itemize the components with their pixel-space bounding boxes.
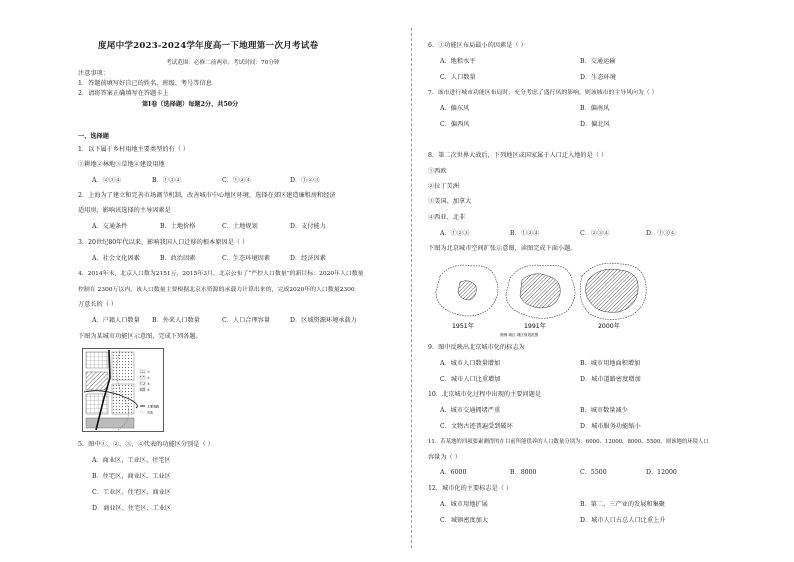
q8-item-2: ②拉丁美洲 xyxy=(428,183,459,190)
exam-scope: 考试范围：必修二前两章；考试时间：70分钟 xyxy=(166,60,280,66)
q2-option-c[interactable]: C．土地规划 xyxy=(222,223,258,230)
q2-option-b[interactable]: B．土地价格 xyxy=(160,223,196,230)
section-heading: 一、选择题 xyxy=(78,133,109,140)
q4-option-c[interactable]: C．人口合理容量 xyxy=(222,317,271,324)
q12-stem: 12．城市化的主要标志是（ ） xyxy=(428,485,513,492)
q6-option-c[interactable]: C．人口数量 xyxy=(440,74,476,81)
q1-stem: 1．以下属于乡村用地主要类型的有（ ） xyxy=(78,146,190,153)
q3-option-c[interactable]: C．生态环境因素 xyxy=(222,255,271,262)
q3-option-d[interactable]: D．经济因素 xyxy=(290,255,326,262)
notes-heading: 注意事项： xyxy=(78,70,109,77)
q10-option-d[interactable]: D．城市服务功能缩小 xyxy=(580,423,641,430)
q11-option-b[interactable]: B．8000 xyxy=(510,469,537,476)
exam-title: 度尾中学2023-2024学年度高一下地理第一次月考试卷 xyxy=(98,41,319,51)
q4-line-1: 4．2014年末，北京人口数为2151万，2015年3月，北京公布了“严控人口数量”的新目标：2020年人口数量 xyxy=(78,271,364,277)
q12-option-a[interactable]: A．城市用地扩展 xyxy=(440,501,488,508)
map2-intro: 下图为北京城市空间扩张示意图，读图完成下面小题。 xyxy=(428,245,577,252)
volume-heading: 第Ⅰ卷（选择题）每题2分，共50分 xyxy=(142,101,239,108)
note-1: 1．答题前填写好自己的姓名、班级、考号等信息 xyxy=(78,80,212,87)
q9-stem: 9．图中反映出北京城市化的标志为 xyxy=(428,344,525,351)
q12-option-b[interactable]: B．第二、三产业的发展和集聚 xyxy=(580,501,665,508)
column-divider xyxy=(411,28,412,548)
q1-option-b[interactable]: B．①③④ xyxy=(152,177,182,184)
q5-option-b[interactable]: B．住宅区、商业区、工业区 xyxy=(92,473,171,480)
q4-option-b[interactable]: B．外来人口数量 xyxy=(152,317,200,324)
q5-option-c[interactable]: C．工业区、住宅区、商业区 xyxy=(92,489,171,496)
q6-option-a[interactable]: A．地租水平 xyxy=(440,58,476,65)
q10-option-c[interactable]: C．文物古迹普遍受到破坏 xyxy=(440,423,513,430)
map1-legend-river: 河流 xyxy=(147,410,154,415)
q9-option-b[interactable]: B．城市用地面积增加 xyxy=(580,360,641,367)
q8-item-3: ③美国、加拿大 xyxy=(428,198,472,205)
q8-option-d[interactable]: D．①③④ xyxy=(646,230,676,237)
map1-legend-4: ④ xyxy=(147,388,150,392)
q1-option-a[interactable]: A．②③④ xyxy=(92,177,122,184)
q2-option-d[interactable]: D．支付能力 xyxy=(290,223,326,230)
q7-option-c[interactable]: C．偏西风 xyxy=(440,121,470,128)
q11-option-a[interactable]: A．6000 xyxy=(440,469,467,476)
q3-option-b[interactable]: B．政治因素 xyxy=(160,255,196,262)
q8-item-4: ④西亚、北非 xyxy=(428,214,466,221)
q6-stem: 6．①功能区布局最小的因素是（ ） xyxy=(428,42,527,49)
q11-option-d[interactable]: D．12000 xyxy=(646,469,677,476)
q5-option-d[interactable]: D．商业区、住宅区、工业区 xyxy=(92,505,172,512)
map1-legend-1: ① xyxy=(147,370,150,374)
map2-legend: 图例 城区 城区规划范围 xyxy=(500,333,539,337)
beijing-expansion-map xyxy=(430,258,648,338)
q6-option-d[interactable]: D．生态环境 xyxy=(580,74,616,81)
map2-year-1951: 1951年 xyxy=(452,323,474,330)
q4-option-a[interactable]: A．户籍人口数量 xyxy=(92,317,140,324)
map2-year-1991: 1991年 xyxy=(524,323,546,330)
q10-option-b[interactable]: B．城市数量减少 xyxy=(580,407,628,414)
q2-line-1: 2．上海为了建立和完善市场调节机制，改善城市中心地区环境，选择在郊区建造廉租房和经济 xyxy=(78,192,336,199)
city-zone-map xyxy=(82,348,164,432)
q11-option-c[interactable]: C．5500 xyxy=(580,469,607,476)
map2-year-2000: 2000年 xyxy=(598,323,620,330)
q7-option-b[interactable]: B．偏南风 xyxy=(580,105,610,112)
q8-item-1: ①西欧 xyxy=(428,168,447,175)
map1-legend-3: ③ xyxy=(147,382,150,386)
q10-stem: 10．北京城市化过程中出现的主要问题是 xyxy=(428,391,542,398)
q7-option-a[interactable]: A．偏东风 xyxy=(440,105,470,112)
q9-option-c[interactable]: C．城市人口比重增加 xyxy=(440,376,501,383)
city-zone-map-figure xyxy=(82,348,164,432)
q4-line-3: 万意长的（ ） xyxy=(78,301,118,308)
q8-option-b[interactable]: B．①②④ xyxy=(510,230,540,237)
q8-option-a[interactable]: A．①②③ xyxy=(440,230,470,237)
q7-stem: 7．该市进行城市功能区布局时，充分考虑了盛行风的影响，则该城市的主导风向为（ ） xyxy=(428,90,658,96)
q3-stem: 3．20世纪80年代以来，影响我国人口迁移的根本原因是（ ） xyxy=(78,239,249,246)
q6-option-b[interactable]: B．交通运输 xyxy=(580,58,616,65)
q4-line-2: 控制在 2300万以内，该人口数量主要根据北京水资源的承载力计算出来的，完成2020年的人口数量2300 xyxy=(78,287,355,293)
q12-option-d[interactable]: D．城市人口占总人口比重上升 xyxy=(580,517,666,524)
map1-intro: 下图为某城市功能区示意图，完成下列各题。 xyxy=(78,333,202,340)
q12-option-c[interactable]: C．城镇密度加大 xyxy=(440,517,489,524)
q4-option-d[interactable]: D．区域资源环境承载力 xyxy=(290,317,357,324)
q9-option-d[interactable]: D．城市道路密度增加 xyxy=(580,376,641,383)
q7-option-d[interactable]: D．偏北风 xyxy=(580,121,610,128)
q3-option-a[interactable]: A．社会文化因素 xyxy=(92,255,140,262)
q1-option-c[interactable]: C．①②④ xyxy=(222,177,252,184)
beijing-expansion-figure xyxy=(430,258,648,338)
q8-option-c[interactable]: C．②③④ xyxy=(580,230,610,237)
q11-line-1: 11．若某地的四项要素测得的在目前所能供养的人口数量分别为：6000、12000、8000、5500，则该地的环境人口 xyxy=(428,439,709,445)
q1-option-d[interactable]: D．①②③ xyxy=(290,177,320,184)
map1-legend-road: 主要道路 xyxy=(147,404,160,409)
q9-option-a[interactable]: A．城市人口数量增加 xyxy=(440,360,501,367)
q10-option-a[interactable]: A．城市交通拥堵严重 xyxy=(440,407,501,414)
note-2: 2．请将答案正确填写在答题卡上 xyxy=(78,90,169,97)
q8-stem: 8．第二次世界大战后，下列地区或国家属于人口迁入地的是（ ） xyxy=(428,152,608,159)
q1-items: ①耕地②林地③草地④建设用地 xyxy=(78,161,165,168)
q2-line-2: 适用房，影响该选择的主导因素是 xyxy=(78,207,171,214)
q11-line-2: 容量为（ ） xyxy=(428,454,461,461)
q5-option-a[interactable]: A．商业区、工业区、住宅区 xyxy=(92,457,171,464)
q5-stem: 5．图中①、②、③、④代表的功能区分别是（ ） xyxy=(78,441,214,448)
map1-legend-2: ② xyxy=(147,376,150,380)
q2-option-a[interactable]: A．交通条件 xyxy=(92,223,128,230)
